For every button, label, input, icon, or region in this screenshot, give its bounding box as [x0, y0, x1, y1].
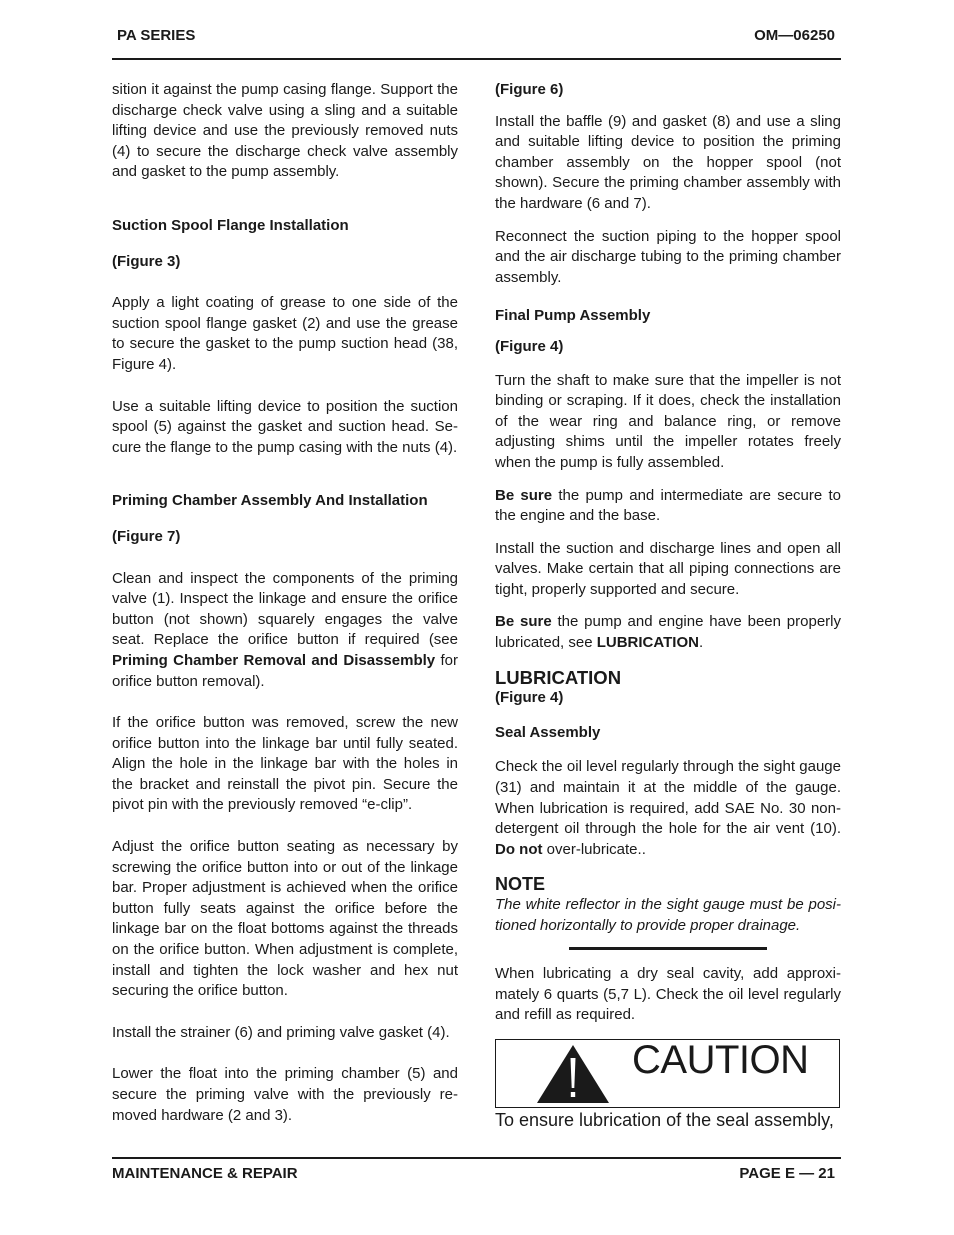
footer-section: MAINTENANCE & REPAIR [112, 1165, 298, 1182]
seal-assembly-heading: Seal Assembly [495, 723, 601, 741]
footer-page-number: PAGE E — 21 [739, 1165, 835, 1182]
left-paragraph-5: If the orifice button was removed, screw the new orifice button into the linkage bar until fully seated. Align the hole in the linkage bar with the holes in the bracket and reinstall the pivot pin. Secure the pivot pin with the previously removed “e-clip”. [112, 714, 458, 814]
right-paragraph-8: When lubricating a dry seal cavity, add approximately 6 quarts (5,7 L). Check the oil level regularly and refill as required. [495, 965, 841, 1024]
caution-label: CAUTION [632, 1037, 809, 1082]
header-rule [112, 58, 841, 60]
lubrication-heading: LUBRICATION [495, 666, 622, 688]
final-pump-assembly-heading: Final Pump Assembly [495, 307, 651, 325]
right-column [495, 80, 841, 1131]
priming-chamber-heading: Priming Chamber Assembly And Installation [112, 492, 428, 510]
header-series: PA SERIES [117, 27, 196, 44]
left-paragraph-8: Lower the float into the priming chamber (5) and secure the priming valve with the previously removed hardware (2 and 3). [112, 1065, 458, 1124]
priming-chamber-removal-ref: Priming Chamber Removal and Disassembly [112, 651, 436, 669]
suction-spool-figure-ref: (Figure 3) [112, 252, 181, 270]
left-paragraph-3: Use a suitable lifting device to position the suction spool (5) against the gasket and suction head. Secure the flange to the pump casing with the nuts (4). [112, 397, 458, 456]
left-paragraph-2: Apply a light coating of grease to one side of the suction spool flange gasket (2) and use the grease to secure the gasket to the pump suction head (38, Figure 4). [112, 294, 458, 373]
right-paragraph-1: Install the baffle (9) and gasket (8) and use a sling and suitable lifting device to position the priming chamber assembly on the hopper spool (not shown). Secure the priming chamber assembly with the hardware (6 and 7). [495, 112, 841, 212]
caution-text: To ensure lubrication of the seal assembly, [495, 1109, 834, 1130]
lubrication-figure-ref: (Figure 4) [495, 689, 564, 707]
right-paragraph-3: Turn the shaft to make sure that the impeller is not binding or scraping. If it does, check the installation of the wear ring and balance ring, or remove adjusting shims until the impeller rotates freely when the pump is fully assembled. [495, 371, 841, 471]
right-paragraph-2: Reconnect the suction piping to the hopper spool and the air discharge tubing to the priming chamber assembly. [495, 227, 841, 286]
suction-spool-heading: Suction Spool Flange Installation [112, 217, 349, 234]
right-paragraph-6: Be sure the pump and engine have been properly lubricated, see LUBRICATION. [495, 613, 841, 652]
lubrication-ref: LUBRICATION [596, 634, 699, 652]
footer-rule [112, 1157, 841, 1159]
left-paragraph-1: sition it against the pump casing flange. Support the discharge check valve using a sling and a suitable lifting device and use the previously removed nuts (4) to secure the discharge check valve assembly and gasket to the pump assembly. [112, 81, 458, 181]
left-paragraph-4: Clean and inspect the components of the priming valve (1). Inspect the linkage and ensure the orifice button (not shown) squarely engages the valve seat. Replace the orifice button if required (see Priming Chamber Removal and Disassembly for orifice button removal). [112, 569, 458, 690]
note-text: The white reflector in the sight gauge must be positioned horizontally to provide proper drainage. [495, 896, 841, 934]
left-paragraph-7: Install the strainer (6) and priming valve gasket (4). [112, 1023, 450, 1041]
right-paragraph-4: Be sure the pump and intermediate are secure to the engine and the base. [495, 486, 841, 525]
left-paragraph-6: Adjust the orifice button seating as necessary by screwing the orifice button into or out of the linkage bar. Proper adjustment is achieved when the orifice button fully seats against the orifice before the linkage bar on the float bottoms against the threads on the orifice button. When adjustment is complete, install and tighten the lock washer and hex nut securing the orifice button. [112, 838, 458, 1000]
note-title: NOTE [495, 874, 546, 895]
right-paragraph-5: Install the suction and discharge lines and open all valves. Make certain that all piping connections are tight, properly supported and secure. [495, 539, 841, 598]
final-pump-figure-ref: (Figure 4) [495, 337, 564, 355]
priming-chamber-figure-ref: (Figure 7) [112, 527, 181, 545]
left-column [112, 80, 458, 1126]
warning-triangle-icon [536, 1044, 610, 1104]
header-doc-number: OM—06250 [754, 27, 835, 44]
note-divider [569, 947, 767, 950]
figure-6-ref: (Figure 6) [495, 81, 564, 98]
right-paragraph-7: Check the oil level regularly through the sight gauge (31) and maintain it at the middle of the gauge. When lubrication is required, add SAE No. 30 non-detergent oil through the hole for the air vent (10). Do not over-lubricate.. [495, 758, 841, 858]
caution-banner [495, 1039, 840, 1108]
